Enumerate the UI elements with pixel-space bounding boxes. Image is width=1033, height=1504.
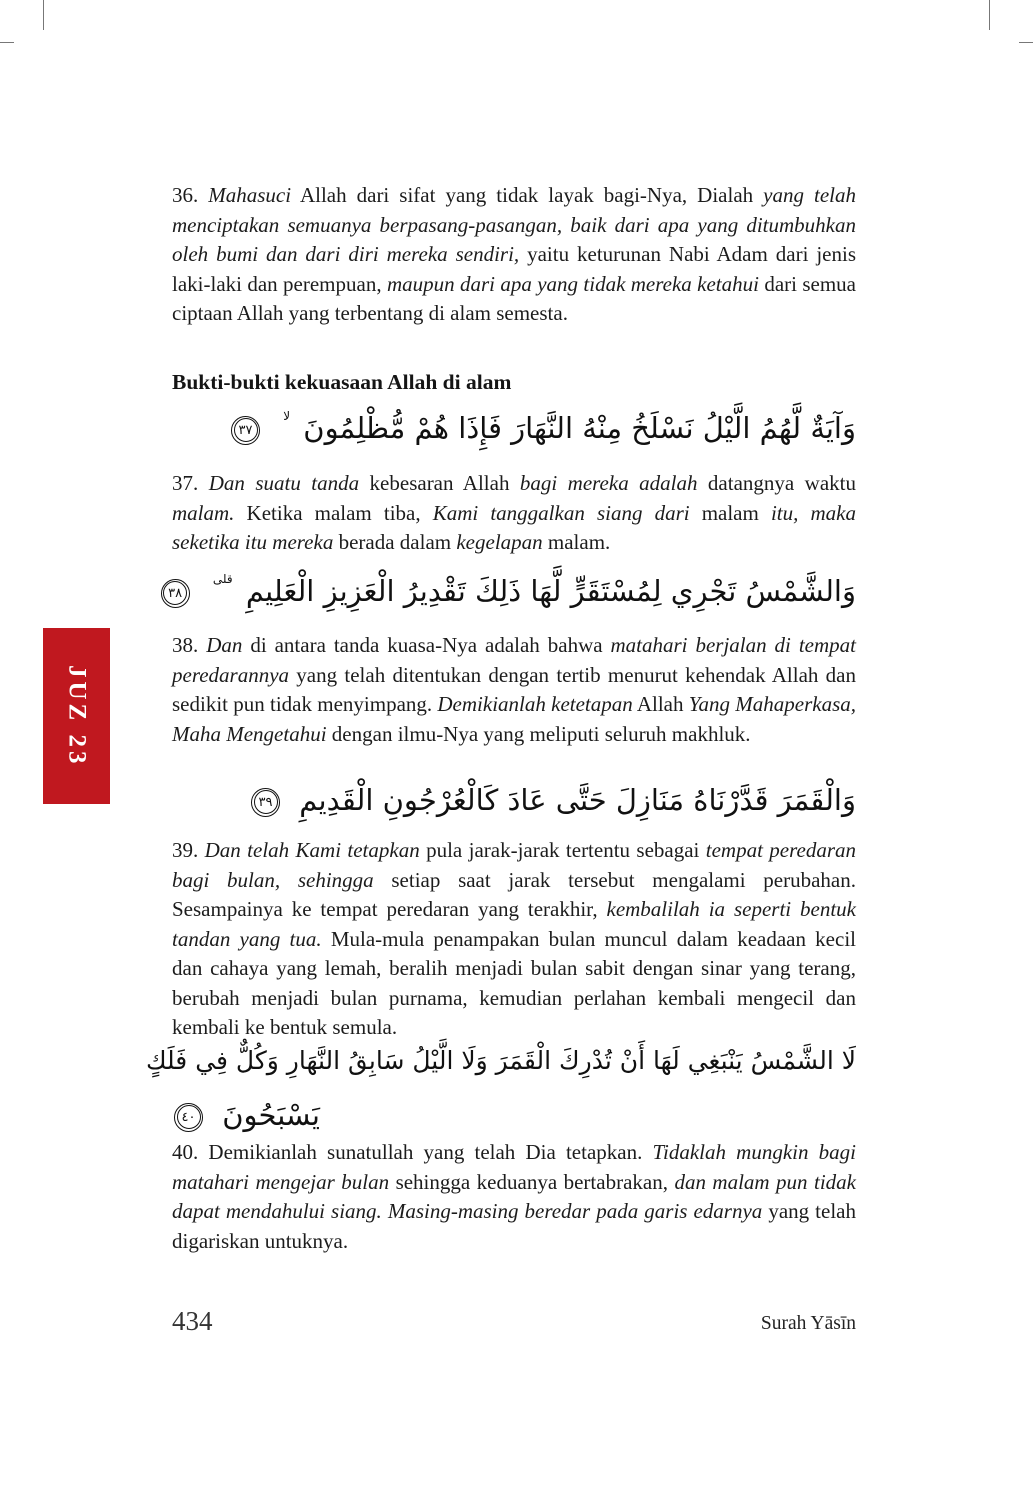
translation-paragraph-40: 40. Demikianlah sunatullah yang telah Dia tetapkan. Tidaklah mungkin bagi matahari mengejar bulan sehingga keduanya bertabrakan, dan malam pun tidak dapat mendahului siang. Masing-masing beredar pada garis edarnya yang telah digariskan untuknya. xyxy=(172,1140,856,1253)
waqf-sign: قلى xyxy=(212,572,233,586)
translation-paragraph-39: 39. Dan telah Kami tetapkan pula jarak-jarak tertentu sebagai tempat peredaran bagi bulan, sehingga setiap saat jarak tersebut mengalami perubahan. Sesampainya ke tempat peredaran yang terakhir, kembalilah ia seperti bentuk tandan yang tua. Mula-mula penampakan bulan muncul dalam keadaan kecil dan cahaya yang lemah, beralih menjadi bulan sabit dengan sinar yang terang, berubah menjadi bulan purnama, kemudian perlahan kembali mengecil dan kembali ke bentuk semula. xyxy=(172,838,856,1039)
ayah-number-badge-37 xyxy=(231,416,260,445)
crop-mark-top-left xyxy=(43,0,44,30)
ayah-number-38: ٣٨ xyxy=(168,585,183,601)
quran-verse-39 xyxy=(172,771,856,829)
ayah-number-badge-38 xyxy=(161,579,190,608)
translation-paragraph-37: 37. Dan suatu tanda kebesaran Allah bagi mereka adalah datangnya waktu malam. Ketika malam tiba, Kami tanggalkan siang dari malam itu, maka seketika itu mereka berada dalam kegelapan malam. xyxy=(172,471,856,554)
quran-verse-40-line2 xyxy=(172,1086,856,1144)
verse-37-arabic-text: وَآيَةٌ لَّهُمُ الَّيْلُ نَسْلَخُ مِنْهُ النَّهَارَ فَإِذَا هُمْ مُّظْلِمُونَ xyxy=(303,411,856,445)
section-heading: Bukti-bukti kekuasaan Allah di alam xyxy=(172,370,512,394)
translation-paragraph-38: 38. Dan di antara tanda kuasa-Nya adalah bahwa matahari berjalan di tempat peredarannya yang telah ditentukan dengan tertib menurut kehendak Allah dan sedikit pun tidak menyimpang. Demikianlah ketetapan Allah Yang Mahaperkasa, Maha Mengetahui dengan ilmu-Nya yang meliputi seluruh makhluk. xyxy=(172,633,856,746)
verse-40-arabic-line2: يَسْبَحُونَ xyxy=(222,1098,320,1132)
ayah-number-badge-39 xyxy=(251,788,280,817)
crop-mark-left xyxy=(0,42,14,43)
ayah-number-37: ٣٧ xyxy=(238,422,253,438)
juz-tab xyxy=(43,628,110,804)
verse-39-arabic-text: وَالْقَمَرَ قَدَّرْنَاهُ مَنَازِلَ حَتَّى عَادَ كَالْعُرْجُونِ الْقَدِيمِ xyxy=(299,783,856,817)
juz-tab-label: JUZ 23 xyxy=(63,664,91,768)
quran-verse-40-line1 xyxy=(145,1036,856,1086)
ayah-number-badge-40 xyxy=(174,1103,203,1132)
ayah-number-39: ٣٩ xyxy=(258,794,273,810)
quran-verse-38 xyxy=(168,562,856,620)
ayah-number-40: ٤٠ xyxy=(181,1109,196,1125)
verse-38-arabic-text: وَالشَّمْسُ تَجْرِي لِمُسْتَقَرٍّ لَّهَا ذَلِكَ تَقْدِيرُ الْعَزِيزِ الْعَلِيمِ xyxy=(245,574,856,608)
footer-surah-title: Surah Yāsīn xyxy=(760,1313,856,1334)
crop-mark-top-right xyxy=(989,0,990,30)
verse-40-arabic-line1: لَا الشَّمْسُ يَنْبَغِي لَهَا أَنْ تُدْرِكَ الْقَمَرَ وَلَا الَّيْلُ سَابِقُ النَّهَارِ وَكُلٌّ فِي فَلَكٍ xyxy=(145,1046,856,1075)
crop-mark-right xyxy=(1019,42,1033,43)
translation-paragraph-36: 36. Mahasuci Allah dari sifat yang tidak layak bagi-Nya, Dialah yang telah menciptakan semuanya berpasang-pasangan, baik dari apa yang ditumbuhkan oleh bumi dan dari diri mereka sendiri, yaitu keturunan Nabi Adam dari jenis laki-laki dan perempuan, maupun dari apa yang tidak mereka ketahui dari semua ciptaan Allah yang terbentang di alam semesta. xyxy=(172,183,856,325)
waqf-sign: لا xyxy=(283,409,291,423)
quran-verse-37 xyxy=(172,399,856,457)
page-number: 434 xyxy=(172,1306,213,1336)
